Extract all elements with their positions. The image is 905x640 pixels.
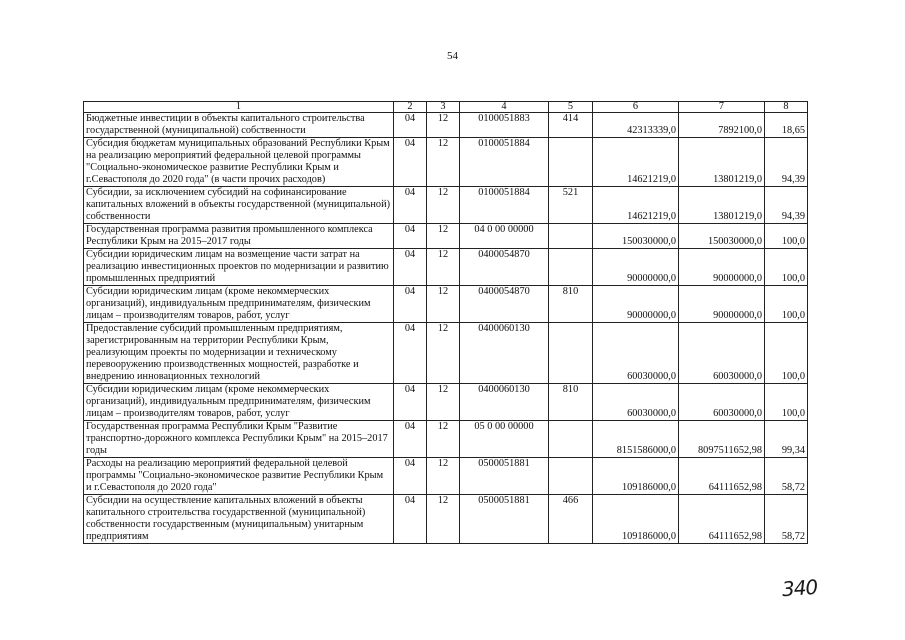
column-header: 5 bbox=[549, 102, 593, 113]
executed-amount-cell: 60030000,0 bbox=[679, 384, 765, 421]
planned-amount-cell: 14621219,0 bbox=[593, 138, 679, 187]
executed-amount-cell: 8097511652,98 bbox=[679, 421, 765, 458]
execution-percent-cell: 94,39 bbox=[765, 187, 808, 224]
executed-amount-cell: 60030000,0 bbox=[679, 323, 765, 384]
table-row bbox=[84, 495, 808, 544]
table-header-row bbox=[84, 102, 808, 113]
section-code-cell: 04 bbox=[394, 421, 427, 458]
row-name-cell: Предоставление субсидий промышленным предприятиям, зарегистрированным на территории Республики Крым, реализующим проекты по модернизации и техническому перевооружению производственных мощностей, разработке и внедрению инновационных технологий bbox=[84, 323, 394, 384]
target-article-cell: 0500051881 bbox=[460, 458, 549, 495]
section-code-cell: 04 bbox=[394, 187, 427, 224]
execution-percent-cell: 100,0 bbox=[765, 249, 808, 286]
budget-table bbox=[83, 101, 808, 544]
target-article-cell: 05 0 00 00000 bbox=[460, 421, 549, 458]
planned-amount-cell: 109186000,0 bbox=[593, 495, 679, 544]
row-name-cell: Расходы на реализацию мероприятий федеральной целевой программы "Социально-экономическое развитие Республики Крым и г.Севастополя до 2020 года" bbox=[84, 458, 394, 495]
handwritten-page-mark: 340 bbox=[781, 574, 818, 602]
table-row bbox=[84, 323, 808, 384]
planned-amount-cell: 60030000,0 bbox=[593, 384, 679, 421]
table-row bbox=[84, 224, 808, 249]
row-name-cell: Субсидии на осуществление капитальных вложений в объекты капитального строительства государственной (муниципальной) собственности государственным (муниципальным) унитарным предприятиям bbox=[84, 495, 394, 544]
expense-type-cell bbox=[549, 323, 593, 384]
row-name-cell: Бюджетные инвестиции в объекты капитального строительства государственной (муниципальной) собственности bbox=[84, 113, 394, 138]
execution-percent-cell: 99,34 bbox=[765, 421, 808, 458]
target-article-cell: 0100051884 bbox=[460, 138, 549, 187]
column-header: 1 bbox=[84, 102, 394, 113]
expense-type-cell: 414 bbox=[549, 113, 593, 138]
expense-type-cell: 466 bbox=[549, 495, 593, 544]
page-number: 54 bbox=[447, 50, 458, 62]
subsection-code-cell: 12 bbox=[427, 495, 460, 544]
target-article-cell: 0100051883 bbox=[460, 113, 549, 138]
section-code-cell: 04 bbox=[394, 384, 427, 421]
execution-percent-cell: 100,0 bbox=[765, 286, 808, 323]
executed-amount-cell: 7892100,0 bbox=[679, 113, 765, 138]
section-code-cell: 04 bbox=[394, 495, 427, 544]
expense-type-cell: 521 bbox=[549, 187, 593, 224]
executed-amount-cell: 64111652,98 bbox=[679, 495, 765, 544]
section-code-cell: 04 bbox=[394, 249, 427, 286]
executed-amount-cell: 13801219,0 bbox=[679, 138, 765, 187]
target-article-cell: 0400060130 bbox=[460, 323, 549, 384]
expense-type-cell bbox=[549, 458, 593, 495]
planned-amount-cell: 42313339,0 bbox=[593, 113, 679, 138]
column-header: 6 bbox=[593, 102, 679, 113]
table-row bbox=[84, 384, 808, 421]
planned-amount-cell: 90000000,0 bbox=[593, 249, 679, 286]
column-header: 4 bbox=[460, 102, 549, 113]
table-row bbox=[84, 421, 808, 458]
column-header: 3 bbox=[427, 102, 460, 113]
subsection-code-cell: 12 bbox=[427, 187, 460, 224]
target-article-cell: 0100051884 bbox=[460, 187, 549, 224]
target-article-cell: 04 0 00 00000 bbox=[460, 224, 549, 249]
row-name-cell: Субсидия бюджетам муниципальных образований Республики Крым на реализацию мероприятий федеральной целевой программы "Социально-экономическое развитие Республики Крым и г.Севастополя до 2020 года" (в части прочих расходов) bbox=[84, 138, 394, 187]
expense-type-cell: 810 bbox=[549, 384, 593, 421]
execution-percent-cell: 100,0 bbox=[765, 384, 808, 421]
table-row bbox=[84, 458, 808, 495]
table-body bbox=[84, 102, 808, 544]
table-row bbox=[84, 187, 808, 224]
section-code-cell: 04 bbox=[394, 113, 427, 138]
subsection-code-cell: 12 bbox=[427, 421, 460, 458]
execution-percent-cell: 94,39 bbox=[765, 138, 808, 187]
section-code-cell: 04 bbox=[394, 458, 427, 495]
execution-percent-cell: 100,0 bbox=[765, 323, 808, 384]
planned-amount-cell: 60030000,0 bbox=[593, 323, 679, 384]
section-code-cell: 04 bbox=[394, 224, 427, 249]
planned-amount-cell: 8151586000,0 bbox=[593, 421, 679, 458]
table-row bbox=[84, 138, 808, 187]
target-article-cell: 0400054870 bbox=[460, 249, 549, 286]
target-article-cell: 0400060130 bbox=[460, 384, 549, 421]
executed-amount-cell: 13801219,0 bbox=[679, 187, 765, 224]
expense-type-cell bbox=[549, 138, 593, 187]
subsection-code-cell: 12 bbox=[427, 286, 460, 323]
table-row bbox=[84, 249, 808, 286]
table-row bbox=[84, 113, 808, 138]
section-code-cell: 04 bbox=[394, 323, 427, 384]
executed-amount-cell: 150030000,0 bbox=[679, 224, 765, 249]
planned-amount-cell: 14621219,0 bbox=[593, 187, 679, 224]
section-code-cell: 04 bbox=[394, 138, 427, 187]
execution-percent-cell: 58,72 bbox=[765, 458, 808, 495]
planned-amount-cell: 90000000,0 bbox=[593, 286, 679, 323]
execution-percent-cell: 100,0 bbox=[765, 224, 808, 249]
section-code-cell: 04 bbox=[394, 286, 427, 323]
subsection-code-cell: 12 bbox=[427, 138, 460, 187]
row-name-cell: Субсидии юридическим лицам на возмещение части затрат на реализацию инвестиционных проектов по модернизации и развитию промышленных предприятий bbox=[84, 249, 394, 286]
subsection-code-cell: 12 bbox=[427, 224, 460, 249]
row-name-cell: Субсидии, за исключением субсидий на софинансирование капитальных вложений в объекты государственной (муниципальной) собственности bbox=[84, 187, 394, 224]
column-header: 2 bbox=[394, 102, 427, 113]
expense-type-cell: 810 bbox=[549, 286, 593, 323]
column-header: 7 bbox=[679, 102, 765, 113]
executed-amount-cell: 90000000,0 bbox=[679, 249, 765, 286]
subsection-code-cell: 12 bbox=[427, 249, 460, 286]
planned-amount-cell: 109186000,0 bbox=[593, 458, 679, 495]
table-row bbox=[84, 286, 808, 323]
expense-type-cell bbox=[549, 421, 593, 458]
row-name-cell: Государственная программа Республики Крым "Развитие транспортно-дорожного комплекса Республики Крым" на 2015–2017 годы bbox=[84, 421, 394, 458]
column-header: 8 bbox=[765, 102, 808, 113]
executed-amount-cell: 64111652,98 bbox=[679, 458, 765, 495]
execution-percent-cell: 58,72 bbox=[765, 495, 808, 544]
row-name-cell: Субсидии юридическим лицам (кроме некоммерческих организаций), индивидуальным предпринимателям, физическим лицам – производителям товаров, работ, услуг bbox=[84, 286, 394, 323]
row-name-cell: Субсидии юридическим лицам (кроме некоммерческих организаций), индивидуальным предпринимателям, физическим лицам – производителям товаров, работ, услуг bbox=[84, 384, 394, 421]
target-article-cell: 0500051881 bbox=[460, 495, 549, 544]
subsection-code-cell: 12 bbox=[427, 113, 460, 138]
subsection-code-cell: 12 bbox=[427, 323, 460, 384]
execution-percent-cell: 18,65 bbox=[765, 113, 808, 138]
subsection-code-cell: 12 bbox=[427, 458, 460, 495]
planned-amount-cell: 150030000,0 bbox=[593, 224, 679, 249]
row-name-cell: Государственная программа развития промышленного комплекса Республики Крым на 2015–2017 годы bbox=[84, 224, 394, 249]
target-article-cell: 0400054870 bbox=[460, 286, 549, 323]
expense-type-cell bbox=[549, 249, 593, 286]
subsection-code-cell: 12 bbox=[427, 384, 460, 421]
executed-amount-cell: 90000000,0 bbox=[679, 286, 765, 323]
expense-type-cell bbox=[549, 224, 593, 249]
